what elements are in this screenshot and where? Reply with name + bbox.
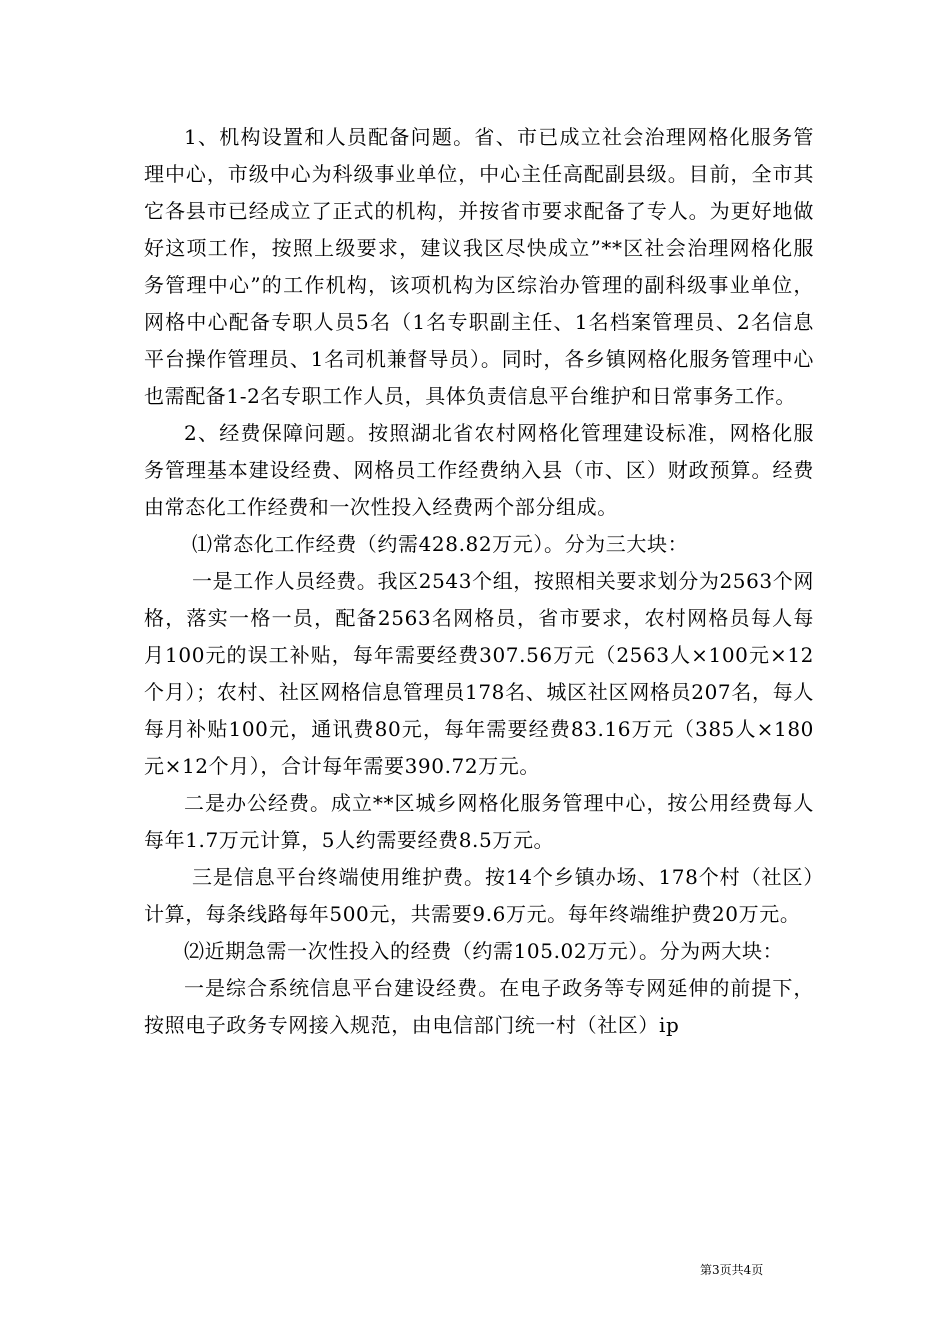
document-body [144,119,814,1044]
paragraph-staff-funding: 一是工作人员经费。我区2543个组，按照相关要求划分为2563个网格，落实一格一员，配备2563名网格员，省市要求，农村网格员每人每月100元的误工补贴，每年需要经费307.56万元（2563人×100元×12个月）；农村、社区网格信息管理员178名、城区社区网格员207名，每人每月补贴100元，通讯费80元，每年需要经费83.16万元（385人×180元×12个月），合计每年需要390.72万元。 [144,569,814,778]
paragraph-institution-staffing: 1、机构设置和人员配备问题。省、市已成立社会治理网格化服务管理中心，市级中心为科级事业单位，中心主任高配副县级。目前，全市其它各县市已经成立了正式的机构，并按省市要求配备了专人。为更好地做好这项工作，按照上级要求，建议我区尽快成立”**区社会治理网格化服务管理中心”的工作机构，该项机构为区综治办管理的副科级事业单位，网格中心配备专职人员5名（1名专职副主任、1名档案管理员、2名信息平台操作管理员、1名司机兼督导员）。同时，各乡镇网格化服务管理中心也需配备1-2名专职工作人员，具体负责信息平台维护和日常事务工作。 [144,125,814,408]
paragraph-funding-guarantee: 2、经费保障问题。按照湖北省农村网格化管理建设标准，网格化服务管理基本建设经费、网格员工作经费纳入县（市、区）财政预算。经费由常态化工作经费和一次性投入经费两个部分组成。 [144,421,814,519]
paragraph-office-funding: 二是办公经费。成立**区城乡网格化服务管理中心，按公用经费每人每年1.7万元计算，5人约需要经费8.5万元。 [144,791,814,852]
paragraph-platform-maintenance: 三是信息平台终端使用维护费。按14个乡镇办场、178个村（社区）计算，每条线路每年500元，共需要9.6万元。每年终端维护费20万元。 [144,865,814,926]
paragraph-one-time-funding: ⑵近期急需一次性投入的经费（约需105.02万元）。分为两大块： [184,939,784,963]
paragraph-routine-funding: ⑴常态化工作经费（约需428.82万元）。分为三大块： [192,532,689,556]
paragraph-platform-construction: 一是综合系统信息平台建设经费。在电子政务等专网延伸的前提下，按照电子政务专网接入规范，由电信部门统一村（社区）ip [144,976,814,1037]
page-number-footer: 第3页共4页 [700,1263,764,1277]
